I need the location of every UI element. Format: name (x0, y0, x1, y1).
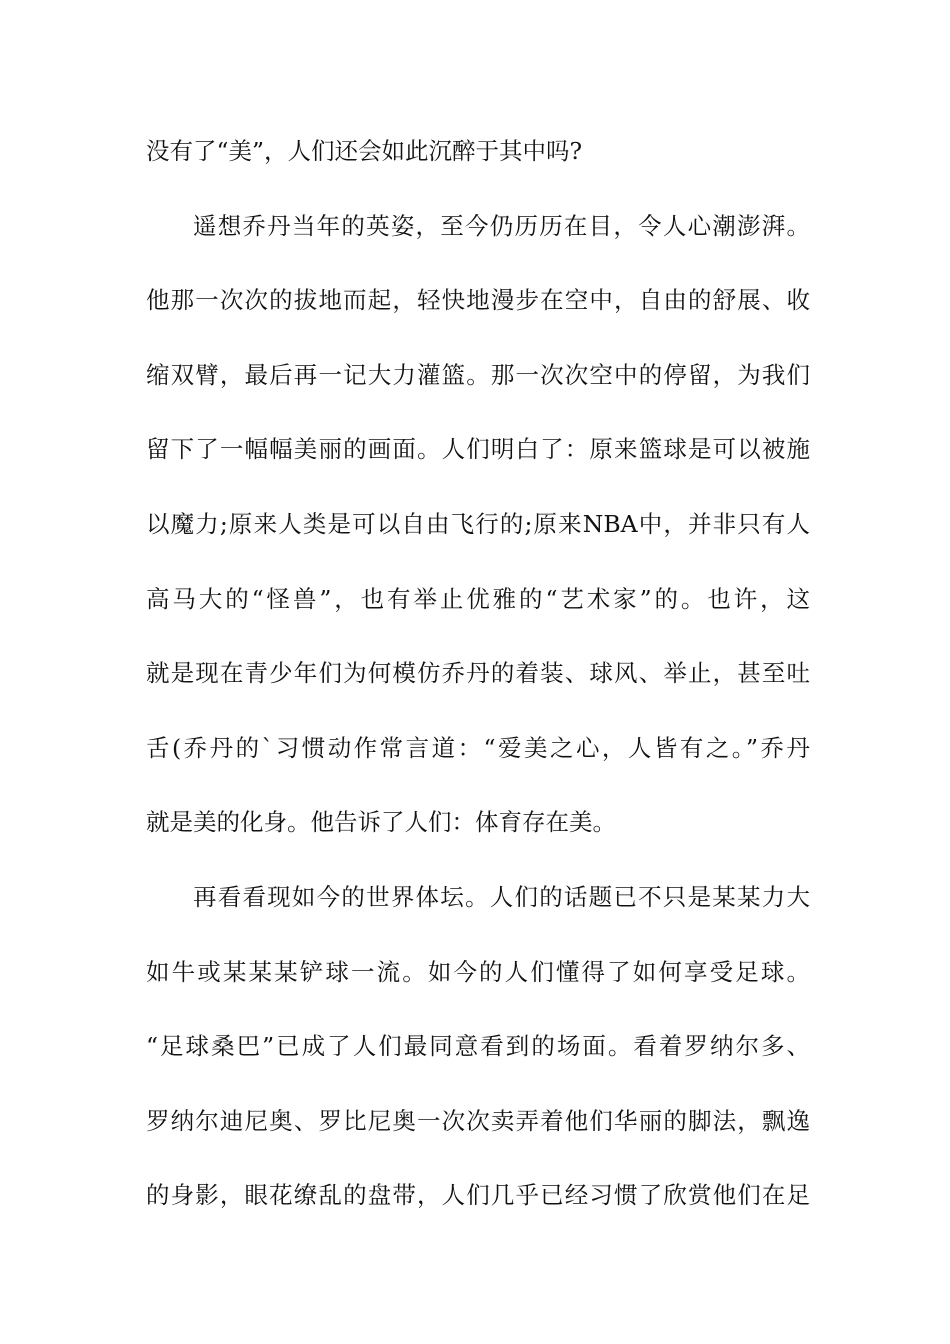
text-line: 罗纳尔迪尼奥、罗比尼奥一次次卖弄着他们华丽的脚法，飘逸 (146, 1106, 810, 1135)
text-line: 没有了“美”，人们还会如此沉醉于其中吗? (146, 137, 583, 165)
text-line: 如牛或某某某铲球一流。如今的人们懂得了如何享受足球。 (146, 957, 810, 986)
paragraph-first-line: 遥想乔丹当年的英姿，至今仍历历在目，令人心潮澎湃。 (193, 211, 810, 240)
text-line: 以魔力;原来人类是可以自由飞行的;原来NBA中，并非只有人 (146, 509, 810, 538)
text-line: 他那一次次的拔地而起，轻快地漫步在空中，自由的舒展、收 (146, 286, 810, 315)
text-line: 留下了一幅幅美丽的画面。人们明白了：原来篮球是可以被施 (146, 435, 810, 464)
text-line: 高马大的“怪兽”，也有举止优雅的“艺术家”的。也许，这 (146, 584, 810, 613)
text-line: 就是现在青少年们为何模仿乔丹的着装、球风、举止，甚至吐 (146, 659, 810, 688)
text-line: “足球桑巴”已成了人们最同意看到的场面。看着罗纳尔多、 (146, 1032, 810, 1061)
body-text (146, 126, 810, 1245)
text-line: 的身影，眼花缭乱的盘带，人们几乎已经习惯了欣赏他们在足 (146, 1181, 810, 1210)
paragraph-first-line: 再看看现如今的世界体坛。人们的话题已不只是某某力大 (193, 882, 810, 911)
text-line: 缩双臂，最后再一记大力灌篮。那一次次空中的停留，为我们 (146, 360, 810, 389)
text-line: 舌(乔丹的`习惯动作常言道：“爱美之心，人皆有之。”乔丹 (146, 733, 810, 762)
paragraph-last-line: 就是美的化身。他告诉了人们：体育存在美。 (146, 808, 616, 837)
